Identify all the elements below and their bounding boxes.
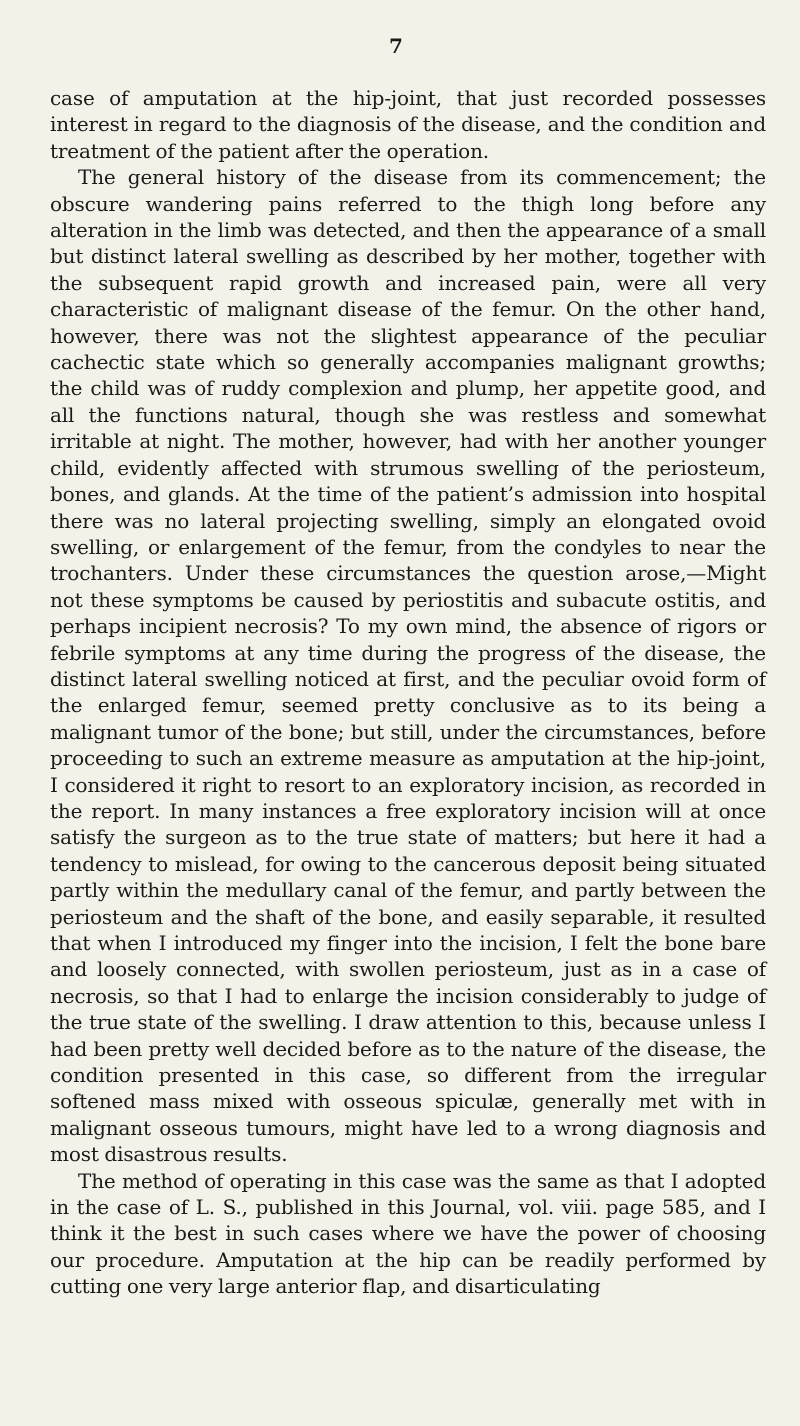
body-text — [50, 85, 766, 1300]
document-page — [50, 33, 766, 1300]
paragraph-diagnosis: The general history of the disease from its commencement; the obscure wandering pains referred to the thigh long before any alteration in the limb was detected, and then the appearance of a small but distinct lateral swelling as described by her mother, together with the subsequent rapid growth and increased pain, were all very characteristic of malignant disease of the femur. On the other hand, however, there was not the slightest appearance of the peculiar cachectic state which so generally accompanies malignant growths; the child was of ruddy complexion and plump, her appetite good, and all the functions natural, though she was restless and somewhat irritable at night. The mother, however, had with her another younger child, evidently affected with strumous swelling of the periosteum, bones, and glands. At the time of the patient’s admission into hospital there was no lateral projecting swelling, simply an elongated ovoid swelling, or enlargement of the femur, from the condyles to near the trochanters. Under these circumstances the question arose,—Might not these symptoms be caused by periostitis and subacute ostitis, and perhaps incipient necrosis? To my own mind, the absence of rigors or febrile symptoms at any time during the progress of the disease, the distinct lateral swelling noticed at first, and the peculiar ovoid form of the enlarged femur, seemed pretty conclusive as to its being a malignant tumor of the bone; but still, under the circumstances, before proceeding to such an extreme measure as amputation at the hip-joint, I considered it right to resort to an exploratory incision, as recorded in the report. In many instances a free exploratory incision will at once satisfy the surgeon as to the true state of matters; but here it had a tendency to mislead, for owing to the cancerous deposit being situated partly within the medullary canal of the femur, and partly between the periosteum and the shaft of the bone, and easily separable, it resulted that when I introduced my finger into the incision, I felt the bone bare and loosely connected, with swollen periosteum, just as in a case of necrosis, so that I had to enlarge the incision considerably to judge of the true state of the swelling. I draw attention to this, because unless I had been pretty well decided before as to the nature of the disease, the condition presented in this case, so different from the irregular softened mass mixed with osseous spiculæ, generally met with in malignant osseous tumours, might have led to a wrong diagnosis and most disastrous results. — [50, 165, 766, 1167]
paragraph-method: The method of operating in this case was the same as that I adopted in the case of L. S., published in this Journal, vol. viii. page 585, and I think it the best in such cases where we have the power of choosing our procedure. Amputation at the hip can be readily performed by cutting one very large anterior flap, and disarticulating — [50, 1168, 766, 1299]
paragraph-continuation: case of amputation at the hip-joint, that just recorded possesses interest in regard to the diagnosis of the disease, and the condition and treatment of the patient after the operation. — [50, 86, 766, 163]
page-number: 7 — [389, 34, 403, 58]
